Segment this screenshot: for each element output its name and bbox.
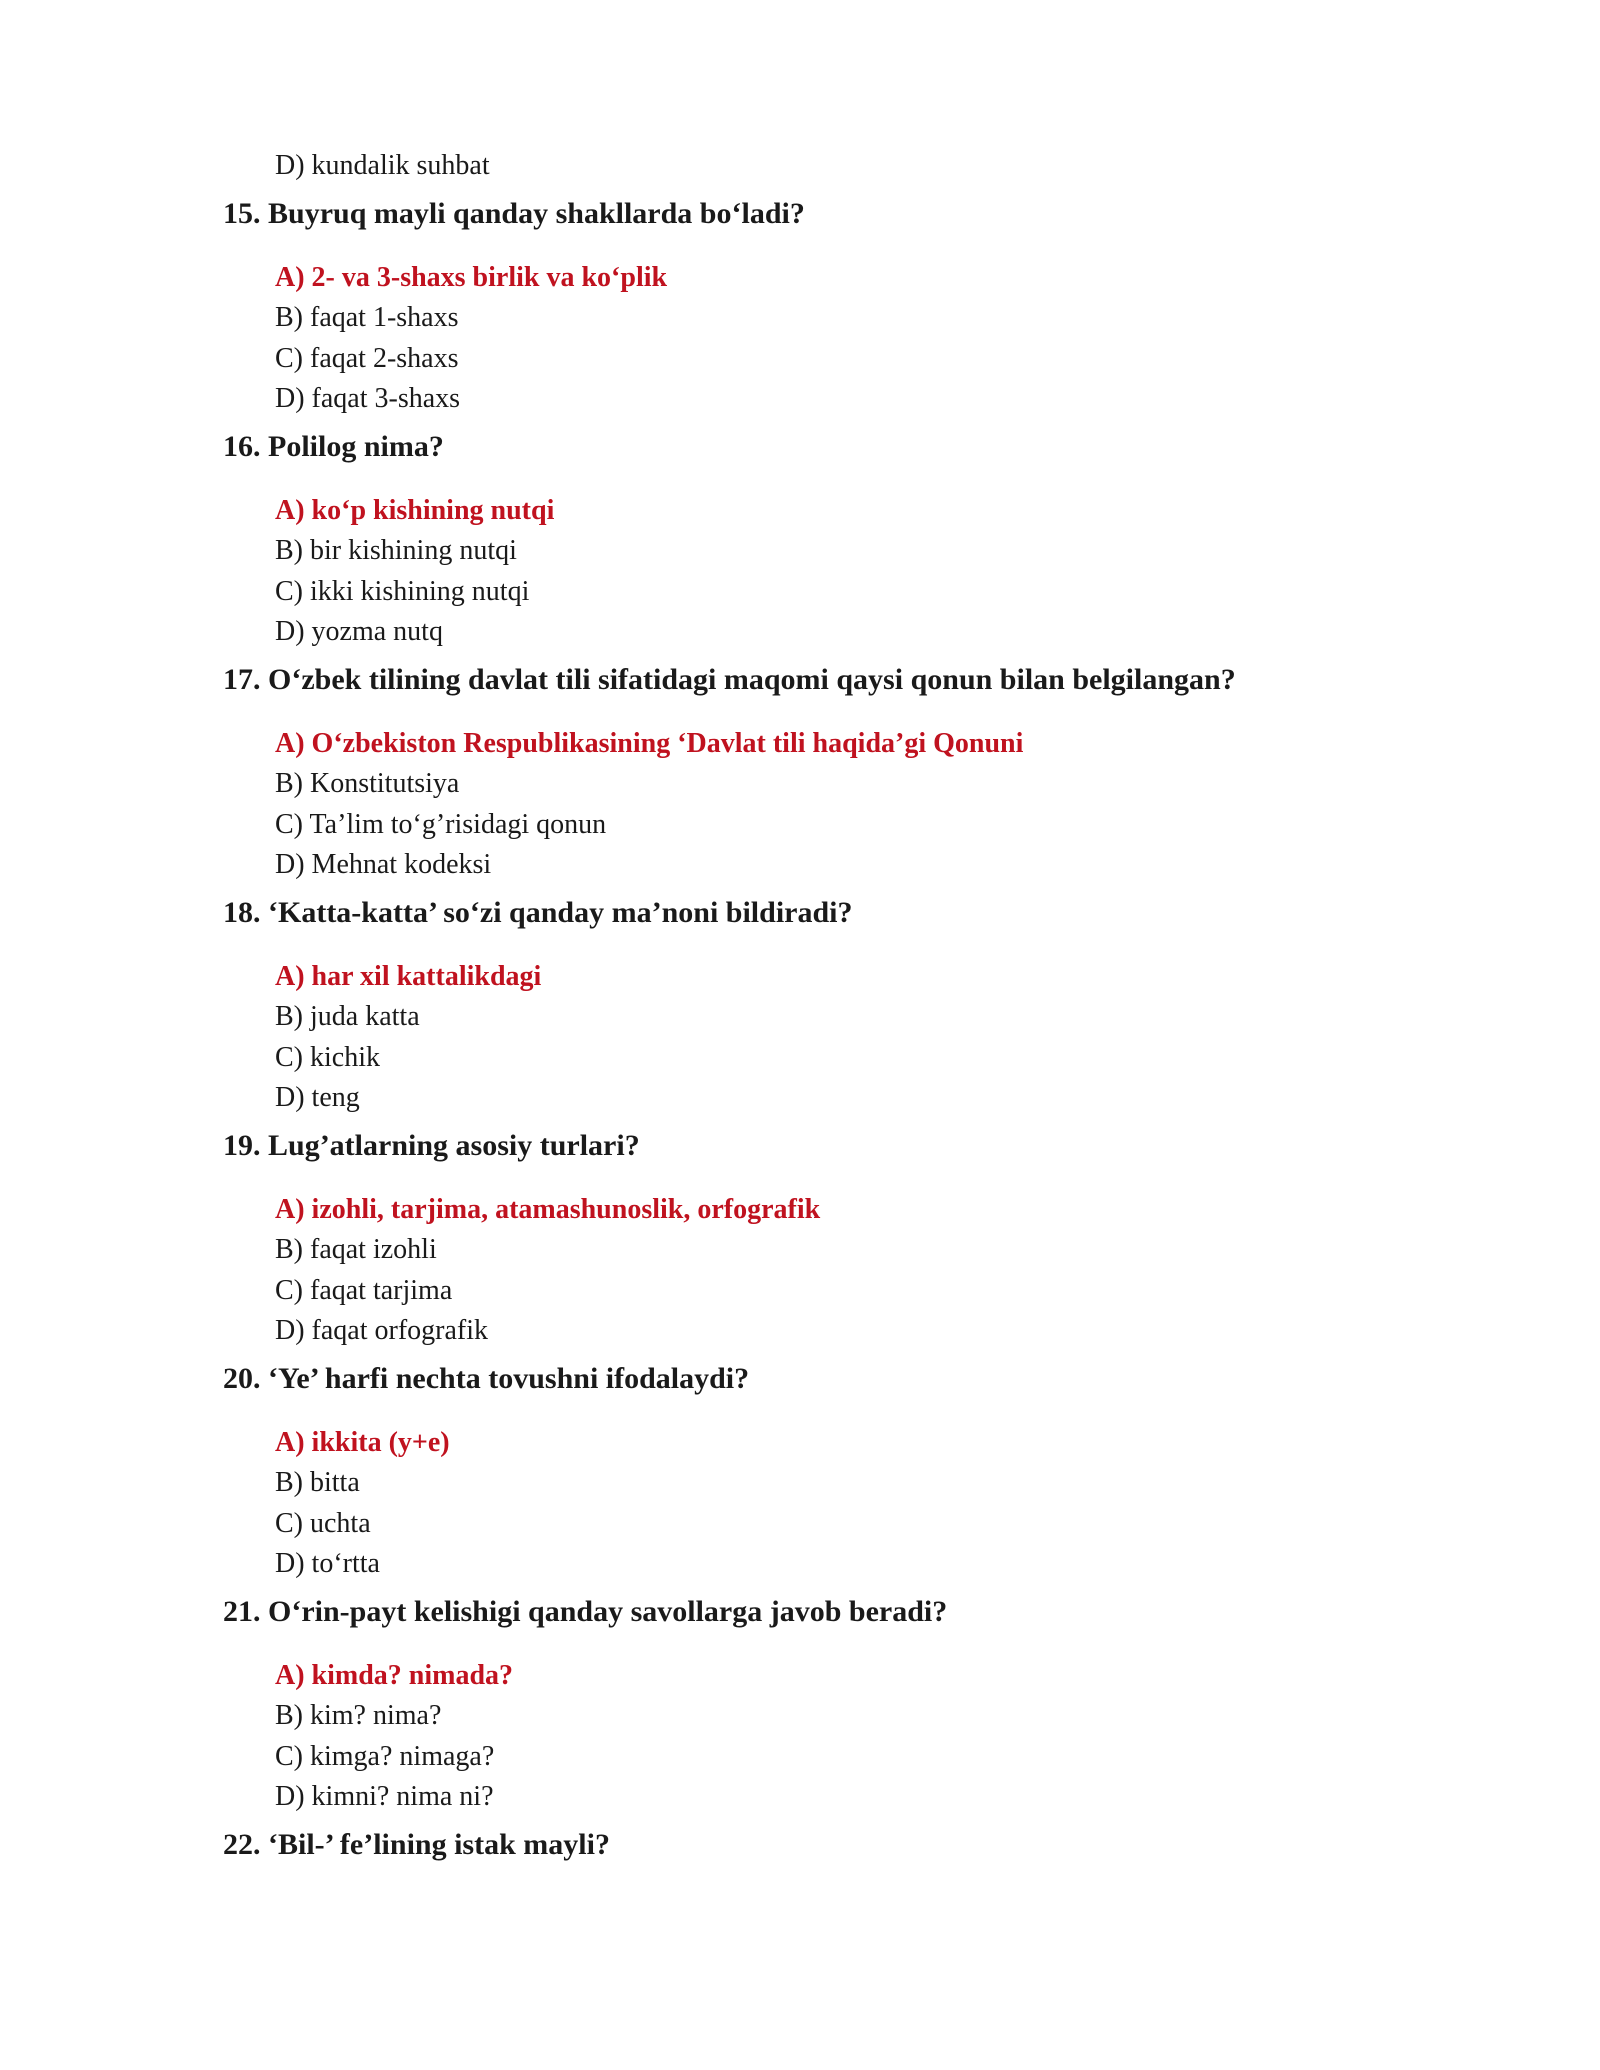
correct-option: A) kimda? nimada? [275,1659,514,1691]
question-block [223,194,1403,420]
option-text: C) ikki kishining nutqi [275,575,530,607]
correct-option: A) izohli, tarjima, atamashunoslik, orfografik [275,1193,821,1225]
option-text: D) faqat 3-shaxs [275,383,461,414]
question-text: 19. Lug’atlarning asosiy turlari? [223,1128,640,1162]
question-text: 15. Buyruq mayli qanday shakllarda bo‘ladi? [223,196,805,230]
option-text: C) faqat tarjima [275,1274,453,1306]
question-text: 17. O‘zbek tilining davlat tili sifatidagi maqomi qaysi qonun bilan belgilangan? [223,662,1236,696]
option-text: B) bitta [275,1467,360,1498]
correct-option: A) 2- va 3-shaxs birlik va ko‘plik [275,261,668,293]
option-text: B) juda katta [275,1001,420,1032]
question-list [223,194,1403,1865]
question-text: 22. ‘Bil-’ fe’lining istak mayli? [223,1827,610,1861]
option-text: D) kimni? nima ni? [275,1781,494,1812]
option-text: B) faqat 1-shaxs [275,302,459,333]
question-block [223,660,1403,886]
question-block [223,1592,1403,1818]
question-text: 20. ‘Ye’ harfi nechta tovushni ifodalaydi? [223,1361,750,1395]
question-block [223,1126,1403,1352]
option-text: D) teng [275,1082,360,1113]
option-text: B) Konstitutsiya [275,768,460,799]
option-text: B) bir kishining nutqi [275,535,517,566]
option-text: C) faqat 2-shaxs [275,342,459,374]
question-text: 16. Polilog nima? [223,429,444,463]
correct-option: A) ikkita (y+e) [275,1426,450,1458]
question-block [223,427,1403,653]
question-block [223,893,1403,1119]
correct-option: A) O‘zbekiston Respublikasining ‘Davlat tili haqida’gi Qonuni [275,727,1024,759]
question-block [223,1359,1403,1585]
option-text: D) kundalik suhbat [275,150,490,181]
option-text: C) kichik [275,1041,380,1073]
option-text: C) kimga? nimaga? [275,1740,495,1772]
correct-option: A) ko‘p kishining nutqi [275,494,555,526]
option-text: D) to‘rtta [275,1548,380,1579]
option-text: C) uchta [275,1507,371,1539]
question-text: 18. ‘Katta-katta’ so‘zi qanday ma’noni bildiradi? [223,895,853,929]
option-text: D) Mehnat kodeksi [275,849,492,880]
option-text: D) faqat orfografik [275,1315,489,1346]
option-text: B) faqat izohli [275,1234,437,1265]
quiz-content [223,146,1403,1865]
option-text: B) kim? nima? [275,1700,442,1731]
correct-option: A) har xil kattalikdagi [275,960,542,992]
question-block [223,1825,1403,1865]
option-text: D) yozma nutq [275,616,443,647]
option-text: C) Ta’lim to‘g’risidagi qonun [275,808,607,840]
question-text: 21. O‘rin-payt kelishigi qanday savollarga javob beradi? [223,1594,948,1628]
